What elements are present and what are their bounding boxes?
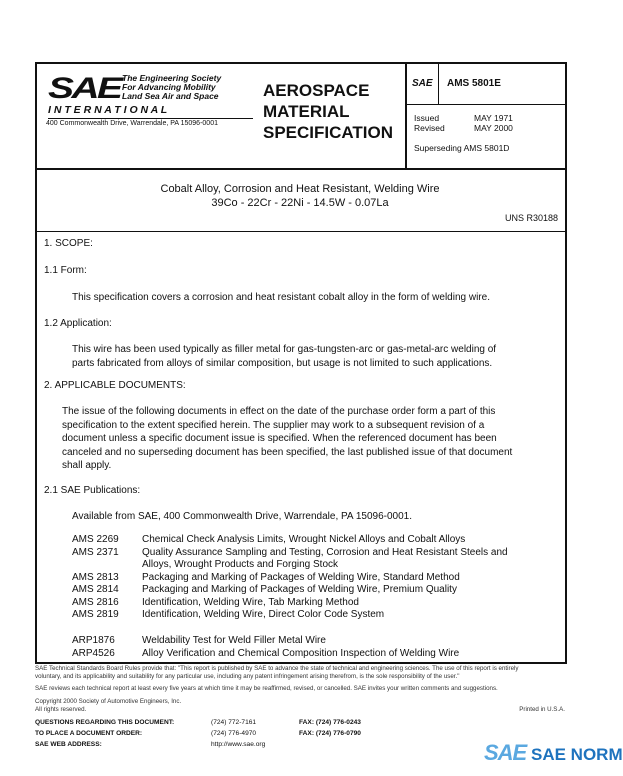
divider <box>35 168 565 170</box>
reference-id: AMS 2371 <box>72 546 119 558</box>
section-heading: 2.1 SAE Publications: <box>44 485 141 496</box>
society-tagline <box>122 74 221 101</box>
reference-title: Alloy Verification and Chemical Composition Inspection of Welding Wire <box>142 647 460 659</box>
paragraph <box>62 405 512 473</box>
contact-row <box>35 738 361 749</box>
tagline-line: For Advancing Mobility <box>122 82 216 92</box>
contact-row <box>35 727 361 738</box>
reference-title: Chemical Check Analysis Limits, Wrought Nickel Alloys and Cobalt Alloys <box>142 534 466 545</box>
watermark-text: SAE NORM <box>530 745 623 764</box>
contact-label: TO PLACE A DOCUMENT ORDER: <box>35 730 143 737</box>
reference-item <box>72 547 508 560</box>
reference-title: Packaging and Marking of Packages of Welding Wire, Premium Quality <box>142 584 457 595</box>
reference-item <box>72 648 459 661</box>
review-note: SAE reviews each technical report at least every five years at which time it may be reaffirmed, revised, or cancelled. SAE invites your written comments and suggestions. <box>35 685 498 692</box>
divider <box>48 118 253 119</box>
reference-title: Packaging and Marking of Packages of Welding Wire, Standard Method <box>142 571 460 583</box>
header-divider <box>405 62 407 169</box>
reference-item <box>72 635 459 648</box>
paragraph-line: This wire has been used typically as filler metal for gas-tungsten-arc or gas-metal-arc welding of <box>72 344 497 355</box>
section-heading: 1.1 Form: <box>44 265 87 276</box>
contact-label: QUESTIONS REGARDING THIS DOCUMENT: <box>35 719 175 726</box>
contact-fax: FAX: (724) 776-0243 <box>299 719 361 726</box>
reference-item <box>72 572 508 585</box>
contact-fax: FAX: (724) 776-0790 <box>299 730 361 737</box>
reference-item <box>72 559 508 572</box>
paragraph-line: canceled and no superseding document has been specified, the last published issue of that document <box>62 446 513 458</box>
document-number: AMS 5801E <box>447 78 501 89</box>
uns-number: UNS R30188 <box>504 213 558 223</box>
reference-title: Identification, Welding Wire, Direct Color Code System <box>142 609 385 620</box>
reference-title: Alloys, Wrought Products and Forging Stock <box>142 559 339 570</box>
reference-item <box>72 609 508 622</box>
reference-title: Quality Assurance Sampling and Testing, Corrosion and Heat Resistant Steels and <box>142 546 508 558</box>
sae-norm-watermark <box>484 740 623 766</box>
paragraph-line: specification to the extent specified herein. The supplier may work to a subsequent revision of a <box>62 419 485 431</box>
title-line: Cobalt Alloy, Corrosion and Heat Resistant, Welding Wire <box>160 183 440 195</box>
reference-id: AMS 2816 <box>72 596 119 608</box>
sae-address: 400 Commonwealth Drive, Warrendale, PA 15096-0001 <box>46 120 218 127</box>
contacts <box>35 716 361 749</box>
contact-phone: (724) 776-4970 <box>211 730 257 737</box>
copyright-line: All rights reserved. <box>35 706 87 713</box>
superseding: Superseding AMS 5801D <box>414 143 510 153</box>
paragraph-line: document unless a specific document issue is specified. When the referenced document has been <box>62 433 497 444</box>
divider <box>405 104 565 105</box>
disclaimer-line: voluntary, and its applicability and suitability for any particular use, including any patent infringement arising therefrom, is the sole responsibility of the user." <box>35 673 460 680</box>
reference-list <box>72 635 459 660</box>
paragraph-line: The issue of the following documents in effect on the date of the purchase order form a part of this <box>62 406 496 417</box>
issued-label: Issued <box>414 113 440 123</box>
paragraph-line: parts fabricated from alloys of similar composition, but usage is not limited to such applications. <box>72 358 493 369</box>
section-heading: 1. SCOPE: <box>44 238 93 249</box>
reference-id: AMS 2813 <box>72 571 119 583</box>
spec-type-line: MATERIAL <box>263 102 350 121</box>
copyright-line: Copyright 2000 Society of Automotive Engineers, Inc. <box>35 698 182 705</box>
watermark-logo: SAE <box>484 740 527 765</box>
disclaimer-line: SAE Technical Standards Board Rules provide that: "This report is published by SAE to advance the state of technical and engineering sciences. The use of this report is entirely <box>35 665 519 672</box>
contact-phone[interactable]: http://www.sae.org <box>211 741 266 748</box>
issued-value: MAY 1971 <box>474 113 513 123</box>
section-heading: 1.2 Application: <box>44 318 112 329</box>
paragraph <box>72 343 496 371</box>
paragraph: Available from SAE, 400 Commonwealth Drive, Warrendale, PA 15096-0001. <box>72 511 412 522</box>
revised-label: Revised <box>414 123 445 133</box>
disclaimer <box>35 665 519 681</box>
printed-in: Printed in U.S.A. <box>519 706 565 713</box>
reference-item <box>72 597 508 610</box>
paragraph-line: shall apply. <box>62 460 112 471</box>
tagline-line: Land Sea Air and Space <box>122 91 219 101</box>
reference-title: Identification, Welding Wire, Tab Marking Method <box>142 596 359 608</box>
reference-item <box>72 534 508 547</box>
section-heading: 2. APPLICABLE DOCUMENTS: <box>44 380 186 391</box>
document-title <box>35 182 565 210</box>
reference-id: AMS 2269 <box>72 534 119 545</box>
contact-row <box>35 716 361 727</box>
issue-dates <box>414 113 513 133</box>
spec-type-line: AEROSPACE <box>263 81 370 100</box>
divider <box>438 62 439 104</box>
contact-label: SAE WEB ADDRESS: <box>35 741 102 748</box>
reference-id: AMS 2814 <box>72 584 119 595</box>
contact-phone: (724) 772-7161 <box>211 719 257 726</box>
divider <box>35 231 565 232</box>
international-label: I N T E R N A T I O N A L <box>48 104 168 116</box>
reference-id: ARP4526 <box>72 647 115 659</box>
sae-small-logo: SAE <box>412 78 433 89</box>
reference-item <box>72 584 508 597</box>
sae-logo: SAE <box>48 72 121 105</box>
title-line: 39Co - 22Cr - 22Ni - 14.5W - 0.07La <box>211 197 389 209</box>
spec-type-line: SPECIFICATION <box>263 123 394 142</box>
copyright <box>35 698 181 714</box>
paragraph: This specification covers a corrosion and heat resistant cobalt alloy in the form of welding wire. <box>72 292 490 303</box>
spec-type <box>263 80 393 143</box>
reference-id: ARP1876 <box>72 635 115 646</box>
reference-title: Weldability Test for Weld Filler Metal Wire <box>142 635 326 646</box>
reference-list <box>72 534 508 622</box>
revised-value: MAY 2000 <box>474 123 513 133</box>
reference-id: AMS 2819 <box>72 609 119 620</box>
tagline-line: The Engineering Society <box>122 73 222 83</box>
